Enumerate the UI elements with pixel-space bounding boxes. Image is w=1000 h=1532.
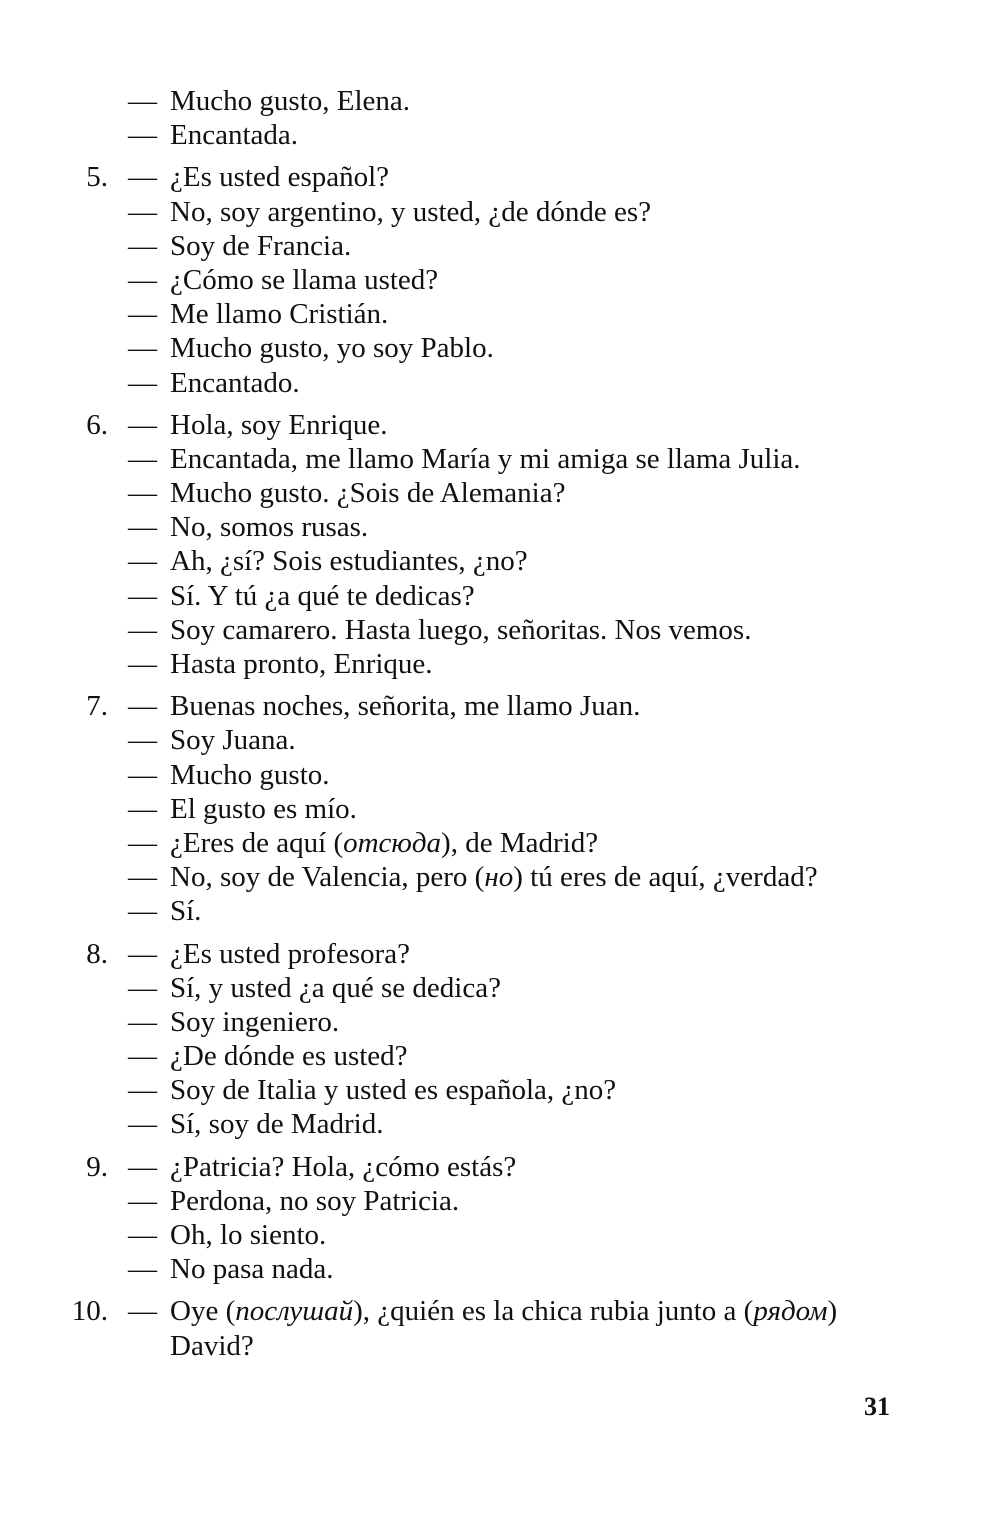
dialogue-text [170,723,296,757]
text-segment: David? [170,1329,254,1362]
page-number: 31 [864,1392,890,1421]
dialogue-text [170,1039,408,1073]
text-segment: Sí, y usted ¿a qué se dedica? [170,971,501,1004]
dialogue-line [0,1184,1000,1218]
text-segment: Encantado. [170,366,300,399]
text-segment: Hasta pronto, Enrique. [170,648,433,680]
text-segment: ¿Patricia? Hola, ¿cómo estás? [170,1150,517,1183]
dialogue-line [0,366,1000,400]
text-segment: Sí, soy de Madrid. [170,1108,384,1141]
text-segment: ¿Es usted español? [170,161,390,194]
exercise-block [0,937,1000,1142]
dialogue-line [0,723,1000,757]
text-segment: Soy ingeniero. [170,1005,340,1038]
text-segment: Oye ( [170,1295,236,1328]
text-segment: Mucho gusto, Elena. [170,85,411,117]
dialogue-line [0,442,1000,476]
translation-gloss: послушай [235,1295,354,1328]
text-segment: Mucho gusto. [170,758,330,791]
text-segment: ¿Es usted profesora? [170,937,410,970]
dialogue-line [0,1329,1000,1363]
text-segment: Me llamo Cristián. [170,298,389,331]
dialogue-line [0,195,1000,229]
dialogue-line [0,229,1000,263]
dialogue-text [170,1073,616,1107]
dialogue-line [0,689,1000,723]
dialogue-text [170,894,201,928]
dialogue-text [170,860,818,894]
dialogue-text [170,971,501,1005]
dialogue-line [0,118,1000,152]
exercise-number: 6. [86,408,108,441]
dialogue-text [170,1150,516,1184]
dialogue-dash: — [128,1005,157,1038]
dialogue-text [170,476,565,510]
dialogue-line [0,579,1000,613]
dialogue-text [170,1252,333,1286]
dialogue-dash: — [128,861,157,894]
translation-gloss: рядом [753,1295,828,1328]
text-segment: Sí. [170,895,202,928]
dialogue-text [170,263,438,297]
dialogue-dash: — [128,511,157,544]
dialogue-text [170,1184,459,1218]
exercise-block [0,160,1000,399]
dialogue-text [170,195,651,229]
dialogue-dash: — [128,545,157,578]
dialogue-list [0,84,1000,1371]
dialogue-line [0,971,1000,1005]
text-segment: Mucho gusto, yo soy Pablo. [170,332,494,365]
dialogue-line [0,894,1000,928]
text-segment: Soy camarero. Hasta luego, señoritas. Nos vemos. [170,613,752,646]
dialogue-dash: — [128,1108,157,1141]
text-segment: El gusto es mío. [170,792,357,825]
dialogue-dash: — [128,298,157,331]
dialogue-dash: — [128,613,157,646]
dialogue-text [170,1218,326,1252]
dialogue-text [170,937,410,971]
dialogue-text [170,613,751,647]
dialogue-dash: — [128,826,157,859]
dialogue-line [0,510,1000,544]
text-segment: Ah, ¿sí? Sois estudiantes, ¿no? [170,545,528,578]
dialogue-text [170,118,298,152]
dialogue-text [170,792,357,826]
dialogue-text [170,544,528,578]
text-segment: ¿Eres de aquí ( [170,826,344,859]
exercise-block [0,84,1000,152]
exercise-block [0,1294,1000,1362]
dialogue-dash: — [128,408,157,441]
dialogue-line [0,331,1000,365]
text-segment: Soy de Francia. [170,229,352,262]
text-segment: ¿De dónde es usted? [170,1040,408,1073]
dialogue-text [170,1329,254,1363]
text-segment: ), ¿quién es la chica rubia junto a ( [353,1295,754,1328]
dialogue-text [170,331,494,365]
dialogue-line [0,263,1000,297]
dialogue-dash: — [128,477,157,510]
dialogue-text [170,1294,837,1328]
dialogue-line [0,1252,1000,1286]
dialogue-line [0,408,1000,442]
text-segment: Hola, soy Enrique. [170,408,388,441]
dialogue-line [0,647,1000,681]
dialogue-dash: — [128,1150,157,1183]
dialogue-text [170,229,351,263]
dialogue-text [170,758,330,792]
exercise-block [0,1150,1000,1287]
dialogue-dash: — [128,263,157,296]
dialogue-dash: — [128,442,157,475]
dialogue-line [0,613,1000,647]
dialogue-dash: — [128,1184,157,1217]
dialogue-line [0,160,1000,194]
dialogue-text [170,826,598,860]
dialogue-line [0,1039,1000,1073]
dialogue-line [0,1073,1000,1107]
translation-gloss: отсюда [343,826,442,859]
text-segment: Soy de Italia y usted es española, ¿no? [170,1074,617,1107]
dialogue-text [170,408,387,442]
text-segment: ), de Madrid? [441,826,599,859]
dialogue-text [170,442,801,476]
text-segment: No, somos rusas. [170,511,369,544]
text-segment: Perdona, no soy Patricia. [170,1184,460,1217]
dialogue-line [0,1218,1000,1252]
dialogue-line [0,758,1000,792]
text-segment: No, soy argentino, y usted, ¿de dónde es? [170,195,652,228]
dialogue-text [170,84,410,118]
text-segment: ) [827,1295,838,1328]
dialogue-dash: — [128,85,157,117]
dialogue-line [0,544,1000,578]
dialogue-dash: — [128,648,157,680]
dialogue-dash: — [128,895,157,928]
text-segment: No pasa nada. [170,1253,334,1286]
dialogue-dash: — [128,332,157,365]
exercise-number: 8. [86,937,108,970]
dialogue-text [170,160,389,194]
dialogue-dash: — [128,1040,157,1073]
dialogue-dash: — [128,792,157,825]
dialogue-dash: — [128,724,157,757]
dialogue-dash: — [128,971,157,1004]
dialogue-dash: — [128,229,157,262]
dialogue-text [170,647,433,681]
exercise-number: 5. [86,161,108,194]
dialogue-text [170,366,300,400]
dialogue-dash: — [128,690,157,723]
dialogue-text [170,1005,339,1039]
exercise-block [0,408,1000,682]
dialogue-line [0,1150,1000,1184]
dialogue-text [170,510,368,544]
text-segment: Encantada, me llamo María y mi amiga se llama Julia. [170,442,801,475]
text-segment: ¿Cómo se llama usted? [170,263,439,296]
text-segment: Soy Juana. [170,724,296,757]
text-segment: No, soy de Valencia, pero ( [170,861,485,894]
dialogue-dash: — [128,366,157,399]
dialogue-dash: — [128,119,157,152]
dialogue-line [0,1005,1000,1039]
dialogue-text [170,579,475,613]
dialogue-line [0,1294,1000,1328]
text-segment: ) tú eres de aquí, ¿verdad? [513,861,818,894]
dialogue-line [0,476,1000,510]
dialogue-dash: — [128,1295,157,1328]
dialogue-line [0,84,1000,118]
exercise-number: 10. [71,1295,108,1328]
dialogue-dash: — [128,1219,157,1251]
text-segment: Sí. Y tú ¿a qué te dedicas? [170,579,475,612]
text-segment: Mucho gusto. ¿Sois de Alemania? [170,477,566,510]
text-segment: Encantada. [170,119,299,152]
dialogue-text [170,689,640,723]
exercise-number: 7. [86,690,108,723]
dialogue-text [170,297,388,331]
dialogue-line [0,937,1000,971]
dialogue-line [0,860,1000,894]
dialogue-dash: — [128,937,157,970]
dialogue-dash: — [128,161,157,194]
translation-gloss: но [484,861,514,894]
dialogue-line [0,826,1000,860]
dialogue-dash: — [128,758,157,791]
exercise-number: 9. [86,1150,108,1183]
text-segment: Oh, lo siento. [170,1219,327,1251]
dialogue-line [0,1107,1000,1141]
dialogue-dash: — [128,1074,157,1107]
dialogue-line [0,792,1000,826]
dialogue-dash: — [128,195,157,228]
dialogue-dash: — [128,579,157,612]
dialogue-dash: — [128,1253,157,1286]
exercise-block [0,689,1000,928]
dialogue-text [170,1107,383,1141]
text-segment: Buenas noches, señorita, me llamo Juan. [170,690,641,723]
dialogue-line [0,297,1000,331]
